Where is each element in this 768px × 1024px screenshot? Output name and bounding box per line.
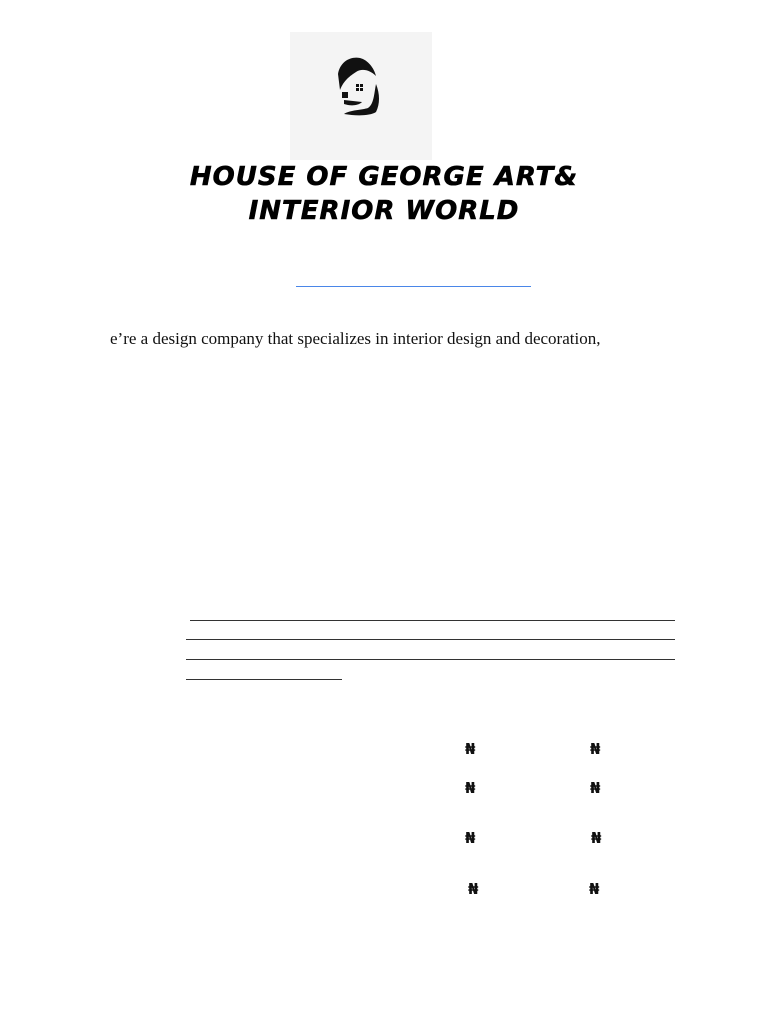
page-title: HOUSE OF GEORGE ART& INTERIOR WORLD	[189, 162, 579, 226]
form-line	[186, 679, 342, 680]
form-line	[190, 620, 675, 621]
hyperlink-underline[interactable]	[296, 286, 531, 287]
company-logo	[290, 32, 432, 160]
naira-symbol: ₦	[468, 880, 479, 898]
house-hand-logo-icon	[330, 50, 390, 122]
naira-symbol: ₦	[465, 779, 476, 797]
form-line	[186, 639, 675, 640]
naira-symbol: ₦	[591, 829, 602, 847]
naira-symbol: ₦	[589, 880, 600, 898]
naira-symbol: ₦	[590, 740, 601, 758]
naira-symbol: ₦	[465, 829, 476, 847]
form-line	[186, 659, 675, 660]
naira-symbol: ₦	[465, 740, 476, 758]
naira-symbol: ₦	[590, 779, 601, 797]
intro-paragraph: e’re a design company that specializes in interior design and decoration,	[110, 329, 601, 348]
